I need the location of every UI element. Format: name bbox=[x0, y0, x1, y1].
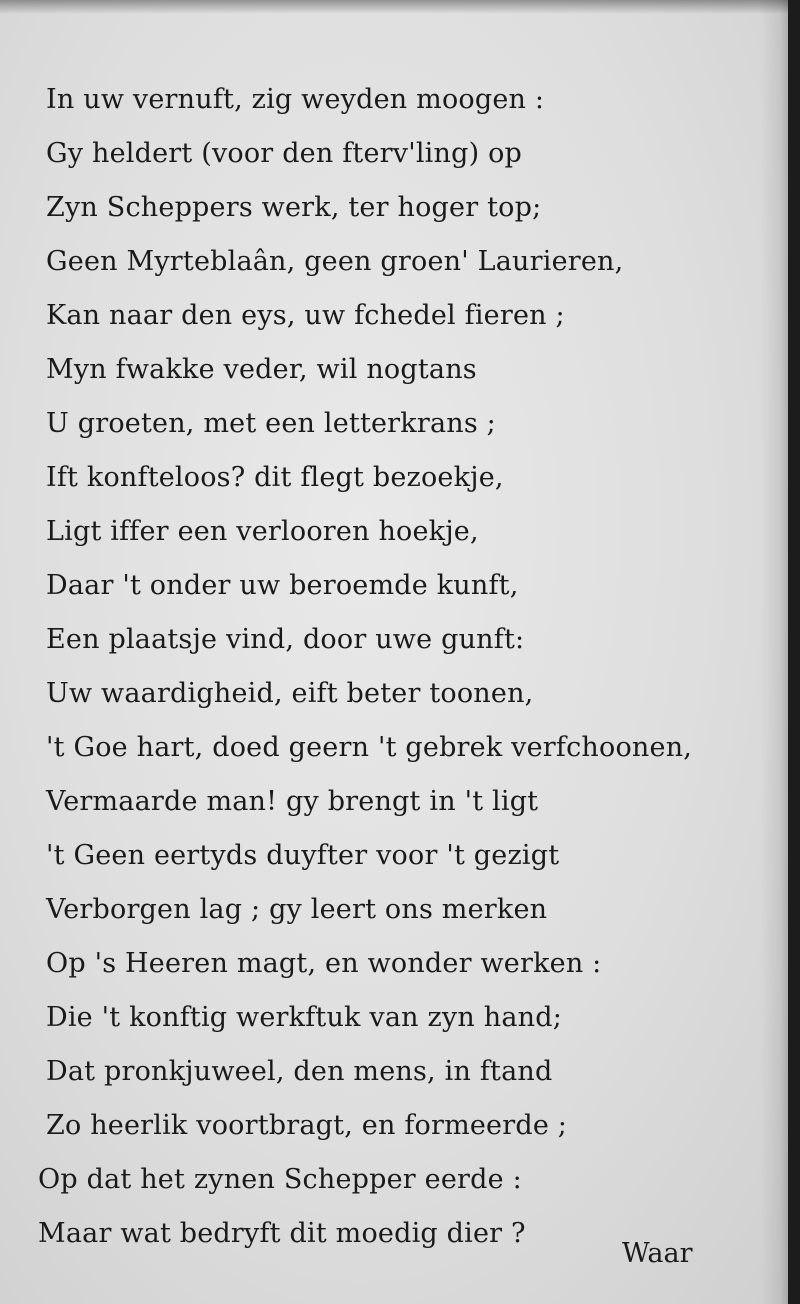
poem-line: Een plaatsje vind, door uwe gunft: bbox=[46, 624, 525, 655]
poem-line: Vermaarde man! gy brengt in 't ligt bbox=[46, 786, 539, 817]
poem-line: Die 't konftig werkftuk van zyn hand; bbox=[46, 1002, 563, 1033]
poem-line: Dat pronkjuweel, den mens, in ftand bbox=[46, 1056, 553, 1087]
poem-line: 't Geen eertyds duyfter voor 't gezigt bbox=[46, 840, 560, 871]
poem-line: Op dat het zynen Schepper eerde : bbox=[38, 1164, 522, 1195]
poem-line: Ift konfteloos? dit flegt bezoekje, bbox=[46, 462, 504, 493]
poem-line: Zyn Scheppers werk, ter hoger top; bbox=[46, 192, 542, 223]
poem-line: In uw vernuft, zig weyden moogen : bbox=[46, 84, 545, 115]
poem-line: Kan naar den eys, uw fchedel fieren ; bbox=[46, 300, 565, 331]
poem-line: Geen Myrteblaân, geen groen' Laurieren, bbox=[46, 246, 624, 277]
poem-line: Maar wat bedryft dit moedig dier ? bbox=[38, 1218, 526, 1249]
poem-line: Uw waardigheid, eift beter toonen, bbox=[46, 678, 534, 709]
poem-line: Daar 't onder uw beroemde kunft, bbox=[46, 570, 519, 601]
poem-line: Ligt iffer een verlooren hoekje, bbox=[46, 516, 479, 547]
poem-line: 't Goe hart, doed geern 't gebrek verfchoonen, bbox=[46, 732, 693, 763]
poem-line: Gy heldert (voor den fterv'ling) op bbox=[46, 138, 523, 169]
poem-line: Myn fwakke veder, wil nogtans bbox=[46, 354, 477, 385]
poem-line: Zo heerlik voortbragt, en formeerde ; bbox=[46, 1110, 568, 1141]
catchword: Waar bbox=[622, 1238, 693, 1269]
poem-line: Op 's Heeren magt, en wonder werken : bbox=[46, 948, 602, 979]
poem-line: Verborgen lag ; gy leert ons merken bbox=[46, 894, 548, 925]
poem-line: U groeten, met een letterkrans ; bbox=[46, 408, 496, 439]
